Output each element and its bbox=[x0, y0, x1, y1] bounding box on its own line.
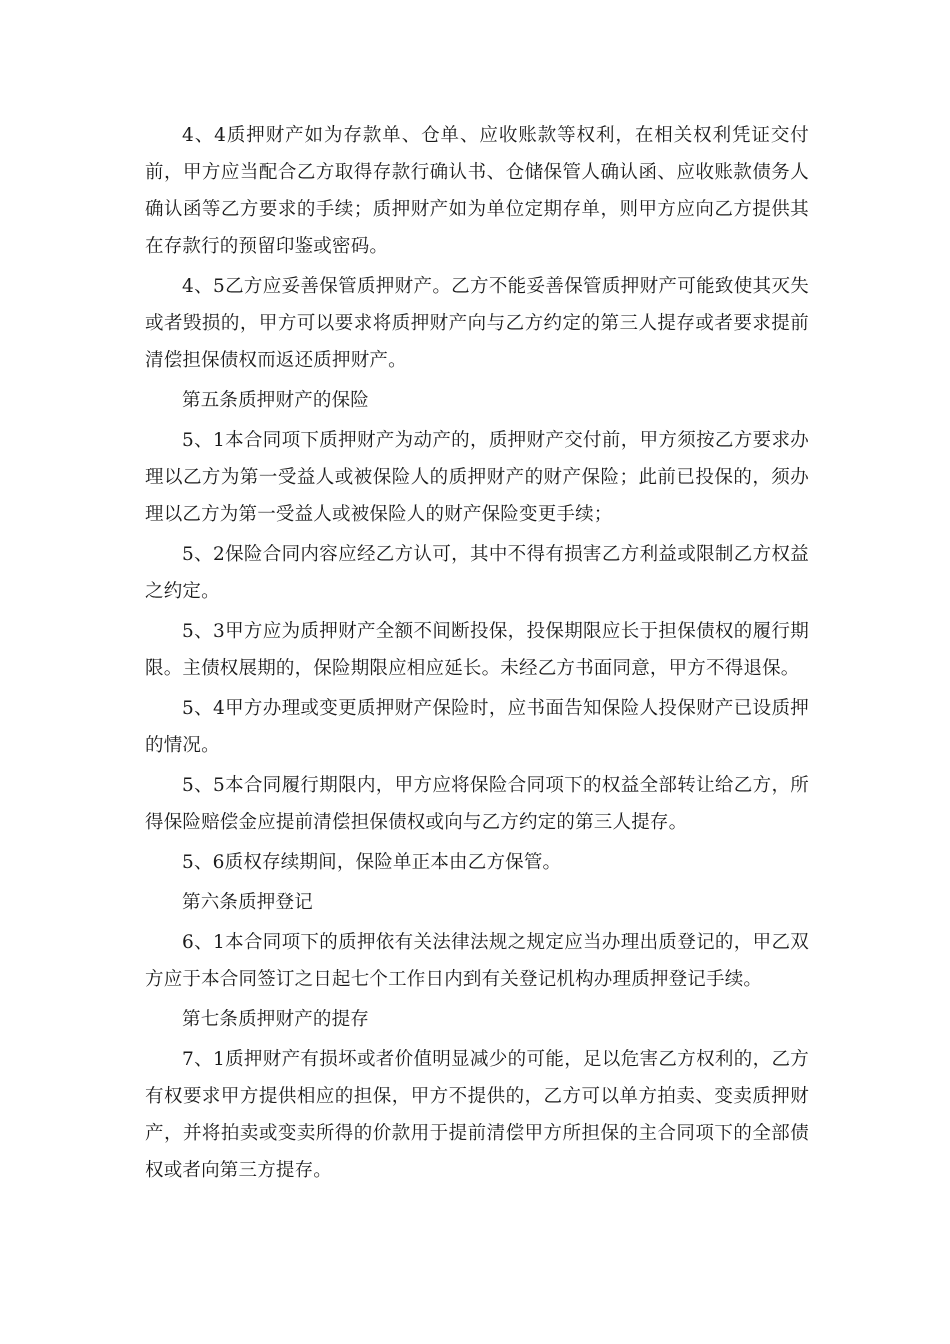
clause-5-4: 5、4甲方办理或变更质押财产保险时，应书面告知保险人投保财产已设质押的情况。 bbox=[145, 698, 809, 756]
clause-4-4: 4、4质押财产如为存款单、仓单、应收账款等权利，在相关权利凭证交付前，甲方应当配合乙方取得存款行确认书、仓储保管人确认函、应收账款债务人确认函等乙方要求的手续；质押财产如为单位定期存单，则甲方应向乙方提供其在存款行的预留印鉴或密码。 bbox=[145, 125, 809, 257]
clause-5-5: 5、5本合同履行期限内，甲方应将保险合同项下的权益全部转让给乙方，所得保险赔偿金应提前清偿担保债权或向与乙方约定的第三人提存。 bbox=[145, 775, 809, 833]
document-body bbox=[145, 117, 809, 1192]
clause-5-2: 5、2保险合同内容应经乙方认可，其中不得有损害乙方利益或限制乙方权益之约定。 bbox=[145, 544, 809, 602]
article-6-heading: 第六条质押登记 bbox=[182, 892, 313, 913]
clause-5-1: 5、1本合同项下质押财产为动产的，质押财产交付前，甲方须按乙方要求办理以乙方为第一受益人或被保险人的质押财产的财产保险；此前已投保的，须办理以乙方为第一受益人或被保险人的财产保险变更手续； bbox=[145, 430, 809, 525]
clause-5-3: 5、3甲方应为质押财产全额不间断投保，投保期限应长于担保债权的履行期限。主债权展期的，保险期限应相应延长。未经乙方书面同意，甲方不得退保。 bbox=[145, 621, 809, 679]
article-7-heading: 第七条质押财产的提存 bbox=[182, 1009, 370, 1030]
clause-5-6: 5、6质权存续期间，保险单正本由乙方保管。 bbox=[182, 852, 562, 873]
clause-4-5: 4、5乙方应妥善保管质押财产。乙方不能妥善保管质押财产可能致使其灭失或者毁损的，甲方可以要求将质押财产向与乙方约定的第三人提存或者要求提前清偿担保债权而返还质押财产。 bbox=[145, 276, 809, 371]
clause-7-1: 7、1质押财产有损坏或者价值明显减少的可能，足以危害乙方权利的，乙方有权要求甲方提供相应的担保，甲方不提供的，乙方可以单方拍卖、变卖质押财产，并将拍卖或变卖所得的价款用于提前清偿甲方所担保的主合同项下的全部债权或者向第三方提存。 bbox=[145, 1049, 809, 1181]
article-5-heading: 第五条质押财产的保险 bbox=[182, 390, 370, 411]
clause-6-1: 6、1本合同项下的质押依有关法律法规之规定应当办理出质登记的，甲乙双方应于本合同签订之日起七个工作日内到有关登记机构办理质押登记手续。 bbox=[145, 932, 809, 990]
